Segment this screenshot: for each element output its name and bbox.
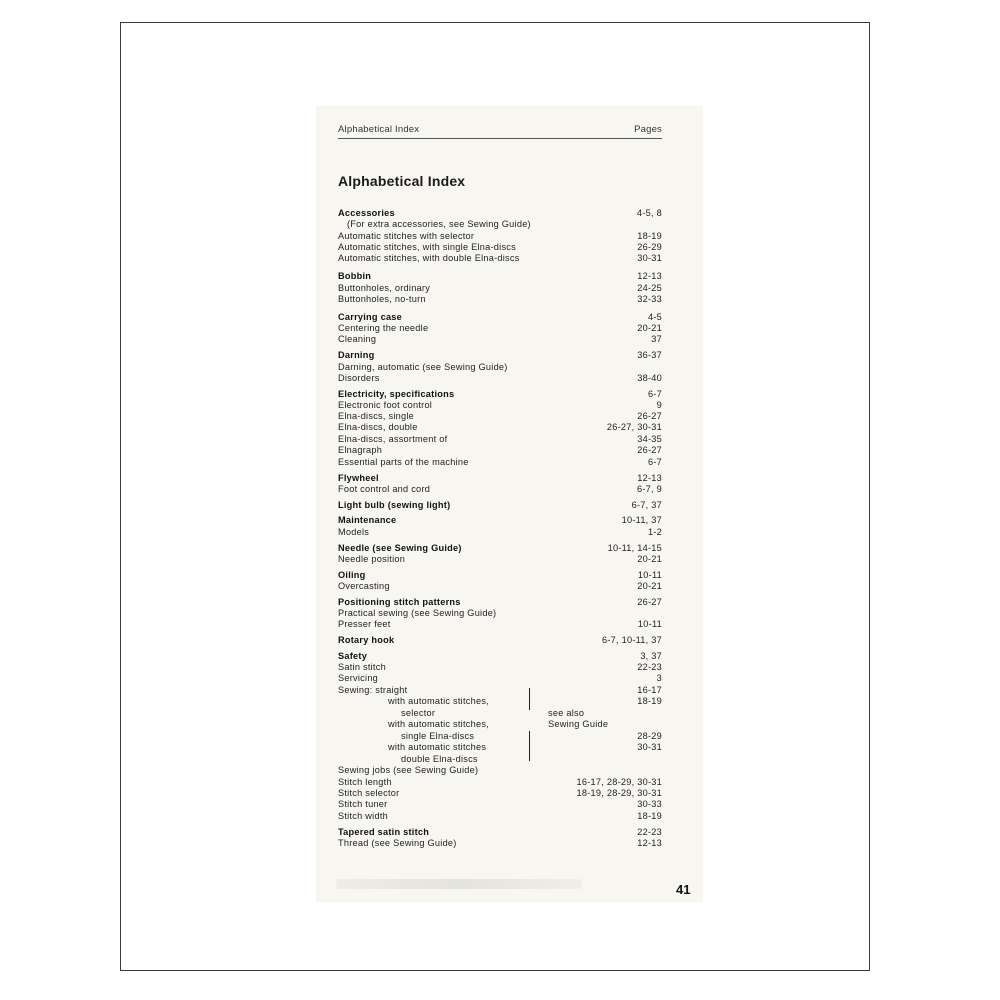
index-term: Disorders [338,373,380,383]
index-entry [338,323,662,334]
index-term: Buttonholes, ordinary [338,283,431,293]
page-title: Alphabetical Index [338,173,466,189]
index-pages: 18-19 [637,696,662,706]
index-entry [338,811,662,822]
index-term: with automatic stitches, [388,696,489,706]
index-term: Stitch length [338,777,392,787]
index-term: Elnagraph [338,445,383,455]
index-pages: 4-5, 8 [637,208,662,218]
index-pages: 10-11, 37 [621,515,662,525]
index-term: Buttonholes, no-turn [338,294,426,304]
index-entry [338,350,662,361]
index-entry [338,434,662,445]
see-also-note: see also [548,708,585,718]
index-term: Tapered satin stitch [338,827,430,837]
index-entry [338,673,662,684]
index-pages: 26-27 [637,411,662,421]
index-entry [338,411,662,422]
index-pages: 10-11 [637,570,662,580]
page-number: 41 [676,882,691,897]
index-pages: 10-11 [637,619,662,629]
bracket-line-bottom [529,731,530,761]
index-entry [338,838,662,849]
index-entry [338,719,662,730]
index-pages: 30-31 [637,742,662,752]
index-term: Darning, automatic (see Sewing Guide) [338,362,508,372]
index-term: Servicing [338,673,379,683]
index-term: Flywheel [338,473,379,483]
index-term: Light bulb (sewing light) [338,500,451,510]
index-term: Sewing jobs (see Sewing Guide) [338,765,479,775]
index-pages: 6-7, 37 [631,500,662,510]
index-entry [338,754,662,765]
index-pages: 37 [651,334,662,344]
index-entry [338,662,662,673]
index-term: Satin stitch [338,662,386,672]
index-pages: 6-7 [647,389,662,399]
index-term: Stitch width [338,811,388,821]
index-entry [338,362,662,373]
index-pages: 18-19 [637,811,662,821]
index-term: Oiling [338,570,366,580]
index-entry [338,742,662,753]
index-pages: 36-37 [637,350,662,360]
index-term: Elna-discs, double [338,422,418,432]
index-pages: 30-31 [637,253,662,263]
index-pages: 28-29 [637,731,662,741]
index-pages: 12-13 [637,838,662,848]
index-pages: 12-13 [637,271,662,281]
index-entry [338,651,662,662]
index-entry [338,253,662,264]
index-entry [338,473,662,484]
index-pages: 20-21 [637,323,662,333]
index-entry [338,608,662,619]
index-term: Foot control and cord [338,484,431,494]
pages-column-header: Pages [634,124,662,135]
index-entry [338,242,662,253]
index-entry [338,597,662,608]
index-term: Overcasting [338,581,390,591]
index-entry [338,312,662,323]
index-pages: 9 [656,400,662,410]
index-term: Needle position [338,554,406,564]
index-pages: 38-40 [637,373,662,383]
index-entry [338,219,662,230]
index-entry [338,334,662,345]
index-term: with automatic stitches [388,742,487,752]
index-entry [338,570,662,581]
index-entry [338,685,662,696]
index-pages: 20-21 [637,581,662,591]
index-entry [338,283,662,294]
scan-smudge [336,879,582,889]
index-pages: 26-27 [637,597,662,607]
index-term: (For extra accessories, see Sewing Guide) [347,219,531,229]
index-term: Safety [338,651,368,661]
index-term: Stitch tuner [338,799,388,809]
index-term: Electricity, specifications [338,389,455,399]
index-pages: 3 [656,673,662,683]
index-entry [338,788,662,799]
index-entry [338,619,662,630]
index-term: double Elna-discs [401,754,478,764]
index-term: Needle (see Sewing Guide) [338,543,462,553]
index-entry [338,484,662,495]
index-term: Centering the needle [338,323,429,333]
index-term: Cleaning [338,334,377,344]
index-pages: 4-5 [647,312,662,322]
index-pages: 22-23 [637,662,662,672]
index-entry [338,554,662,565]
index-entry [338,543,662,554]
index-entry [338,799,662,810]
index-term: Accessories [338,208,395,218]
index-entry [338,389,662,400]
index-entry [338,294,662,305]
index-term: Rotary hook [338,635,395,645]
bracket-line-top [529,688,530,710]
index-entry [338,827,662,838]
index-term: Elna-discs, single [338,411,414,421]
index-pages: 18-19 [637,231,662,241]
index-pages: 16-17, 28-29, 30-31 [576,777,662,787]
index-pages: 24-25 [637,283,662,293]
index-pages: 32-33 [637,294,662,304]
index-entry [338,445,662,456]
index-term: Practical sewing (see Sewing Guide) [338,608,497,618]
index-term: Electronic foot control [338,400,433,410]
index-term: Models [338,527,370,537]
index-term: Darning [338,350,375,360]
index-entry [338,777,662,788]
index-term: Sewing: straight [338,685,408,695]
index-entry [338,696,662,707]
index-pages: 34-35 [637,434,662,444]
index-term: Carrying case [338,312,403,322]
index-entry [338,635,662,646]
index-pages: 16-17 [637,685,662,695]
index-entry [338,231,662,242]
index-term: Maintenance [338,515,397,525]
index-pages: 6-7, 10-11, 37 [601,635,662,645]
index-entry [338,208,662,219]
see-also-note-guide: Sewing Guide [548,719,609,729]
index-pages: 6-7, 9 [637,484,662,494]
index-entry [338,400,662,411]
index-pages: 26-27 [637,445,662,455]
index-entry [338,765,662,776]
index-pages: 10-11, 14-15 [607,543,662,553]
running-header: Alphabetical Index [338,124,420,135]
index-term: Presser feet [338,619,391,629]
index-pages: 30-33 [637,799,662,809]
index-entry [338,422,662,433]
index-term: with automatic stitches, [388,719,489,729]
index-pages: 18-19, 28-29, 30-31 [576,788,662,798]
index-term: Thread (see Sewing Guide) [338,838,457,848]
index-pages: 26-29 [637,242,662,252]
index-term: Stitch selector [338,788,400,798]
index-pages: 3, 37 [640,651,662,661]
index-term: Automatic stitches, with single Elna-discs [338,242,516,252]
index-term: Elna-discs, assortment of [338,434,448,444]
index-pages: 6-7 [647,457,662,467]
index-entry [338,581,662,592]
header-rule [338,138,662,139]
index-entry [338,457,662,468]
index-term: Automatic stitches with selector [338,231,475,241]
index-term: Essential parts of the machine [338,457,469,467]
index-entry [338,708,662,719]
index-term: selector [401,708,436,718]
index-pages: 26-27, 30-31 [606,422,662,432]
index-pages: 12-13 [637,473,662,483]
index-entry [338,731,662,742]
index-entry [338,271,662,282]
index-entry [338,373,662,384]
index-entry [338,527,662,538]
index-pages: 1-2 [647,527,662,537]
index-term: Bobbin [338,271,372,281]
index-pages: 20-21 [637,554,662,564]
index-term: Positioning stitch patterns [338,597,461,607]
index-entry [338,500,662,511]
index-term: Automatic stitches, with double Elna-discs [338,253,520,263]
index-pages: 22-23 [637,827,662,837]
index-term: single Elna-discs [401,731,475,741]
index-entry [338,515,662,526]
